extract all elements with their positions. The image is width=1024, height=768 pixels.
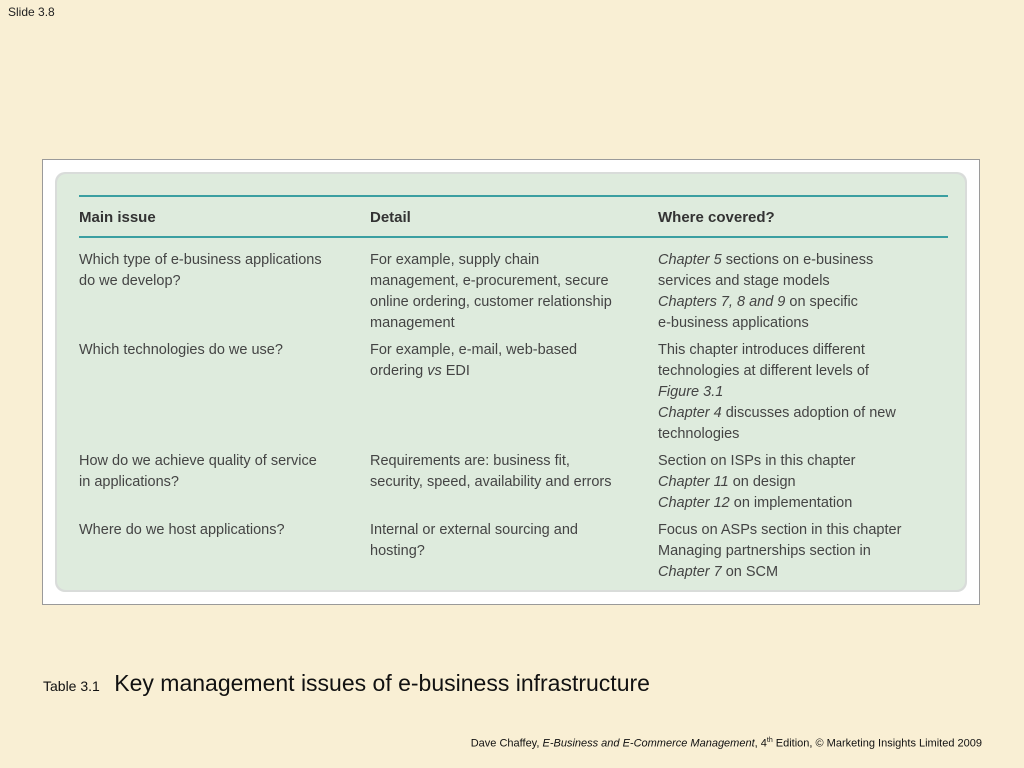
cell-text: Focus on ASPs section in this chapter	[658, 522, 902, 538]
table-frame	[42, 159, 980, 605]
cell-line: management, e-procurement, secure	[370, 273, 609, 289]
caption-title: Key management issues of e-business infrastructure	[114, 670, 650, 696]
cell-line	[658, 403, 948, 424]
cell-main-issue	[79, 237, 370, 340]
cell-line: online ordering, customer relationship	[370, 294, 612, 310]
cell-line	[658, 472, 948, 493]
cell-line	[658, 292, 948, 313]
cell-text: on specific	[785, 294, 858, 310]
table-caption	[43, 670, 650, 697]
cell-where-covered	[658, 451, 948, 520]
cell-where-covered	[658, 520, 948, 589]
cell-main-issue	[79, 520, 370, 589]
cell-text: This chapter introduces different	[658, 342, 865, 358]
cell-line	[658, 541, 948, 562]
cell-line: in applications?	[79, 474, 179, 490]
cell-line	[658, 451, 948, 472]
cell-line	[658, 424, 948, 445]
cell-line	[658, 562, 948, 583]
header-where-covered: Where covered?	[658, 196, 948, 237]
footer-author: Dave Chaffey,	[470, 737, 543, 750]
issues-table	[79, 195, 948, 589]
cell-line: How do we achieve quality of service	[79, 453, 317, 469]
table-panel-inner	[57, 174, 965, 590]
cell-line	[658, 250, 948, 271]
table-row	[79, 520, 948, 589]
cell-detail	[370, 451, 658, 520]
chapter-reference: Figure 3.1	[658, 384, 724, 400]
cell-line	[658, 382, 948, 403]
cell-text: technologies at different levels of	[658, 363, 869, 379]
cell-line: Which type of e-business applications	[79, 252, 322, 268]
chapter-reference: Chapter 12	[658, 495, 730, 511]
cell-text: Managing partnerships section in	[658, 543, 871, 559]
table-row	[79, 451, 948, 520]
cell-text: technologies	[658, 426, 740, 442]
slide-number: Slide 3.8	[8, 5, 55, 19]
table-panel	[55, 172, 967, 592]
cell-text: on implementation	[729, 495, 853, 511]
cell-detail	[370, 237, 658, 340]
cell-line: do we develop?	[79, 273, 181, 289]
chapter-reference: Chapters 7, 8 and 9	[658, 294, 786, 310]
cell-line	[658, 340, 948, 361]
cell-line: management	[370, 315, 455, 331]
table-row	[79, 340, 948, 451]
cell-detail	[370, 520, 658, 589]
footer-rest: Edition, © Marketing Insights Limited 2009	[772, 737, 982, 750]
table-header-row	[79, 196, 948, 237]
header-detail: Detail	[370, 196, 658, 237]
cell-line: Which technologies do we use?	[79, 342, 283, 358]
cell-line: Where do we host applications?	[79, 522, 285, 538]
cell-line: Internal or external sourcing and	[370, 522, 578, 538]
caption-label: Table 3.1	[43, 678, 100, 694]
footer-citation	[471, 737, 982, 750]
cell-line	[658, 520, 948, 541]
cell-text: services and stage models	[658, 273, 830, 289]
cell-text: e-business applications	[658, 315, 809, 331]
cell-text: discusses adoption of new	[721, 405, 896, 421]
cell-line	[658, 361, 948, 382]
cell-main-issue	[79, 451, 370, 520]
cell-text: sections on e-business	[721, 252, 874, 268]
chapter-reference: Chapter 4	[658, 405, 722, 421]
cell-text: on SCM	[721, 564, 779, 580]
table-row	[79, 237, 948, 340]
cell-line	[658, 313, 948, 334]
cell-line: hosting?	[370, 543, 425, 559]
cell-line: For example, supply chain	[370, 252, 540, 268]
cell-text: on design	[728, 474, 796, 490]
cell-line: Requirements are: business fit,	[370, 453, 570, 469]
footer-book-title: E-Business and E-Commerce Management	[542, 737, 755, 750]
cell-where-covered	[658, 340, 948, 451]
cell-line: For example, e-mail, web-based	[370, 342, 578, 358]
chapter-reference: Chapter 5	[658, 252, 722, 268]
header-main-issue: Main issue	[79, 196, 370, 237]
cell-main-issue	[79, 340, 370, 451]
footer-edition-suffix: th	[766, 737, 773, 744]
cell-line: security, speed, availability and errors	[370, 474, 612, 490]
cell-detail	[370, 340, 658, 451]
chapter-reference: Chapter 11	[658, 474, 729, 490]
cell-line	[658, 271, 948, 292]
footer-edition-number: , 4	[754, 737, 767, 750]
cell-where-covered	[658, 237, 948, 340]
cell-text: Section on ISPs in this chapter	[658, 453, 856, 469]
cell-line	[658, 493, 948, 514]
cell-line: ordering vs EDI	[370, 363, 470, 379]
chapter-reference: Chapter 7	[658, 564, 722, 580]
